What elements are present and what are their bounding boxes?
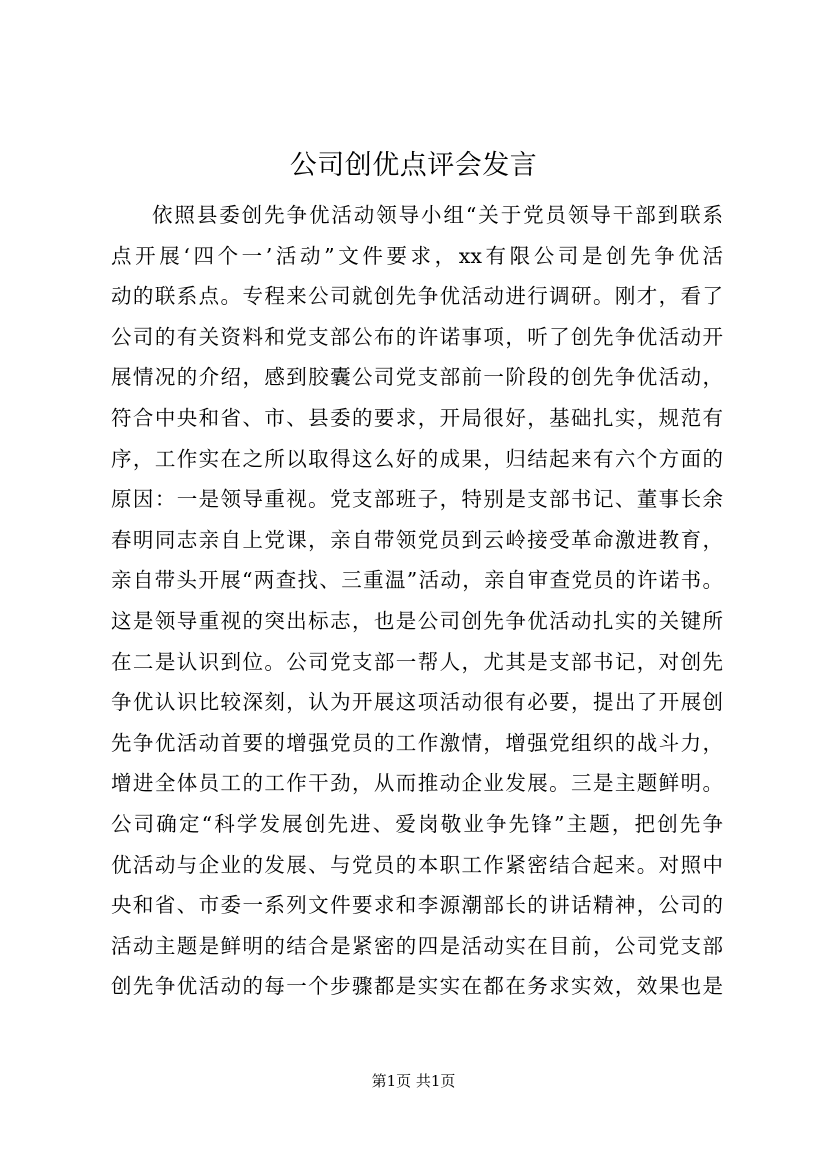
- body-line: 符合中央和省、市、县委的要求，开局很好，基础扎实，规范有: [111, 405, 723, 430]
- body-line: 先争优活动首要的增强党员的工作激情，增强党组织的战斗力，: [111, 730, 723, 755]
- document-title: 公司创优点评会发言: [289, 150, 538, 181]
- body-line: 央和省、市委一系列文件要求和李源潮部长的讲话精神，公司的: [111, 893, 723, 918]
- body-line: 优活动与企业的发展、与党员的本职工作紧密结合起来。对照中: [111, 852, 723, 877]
- body-line: 增进全体员工的工作干劲，从而推动企业发展。三是主题鲜明。: [111, 771, 723, 796]
- body-line: 原因：一是领导重视。党支部班子，特别是支部书记、董事长余: [111, 487, 723, 512]
- body-line: 点开展‘四个一’活动”文件要求，xx有限公司是创先争优活: [111, 243, 723, 268]
- body-line: 活动主题是鲜明的结合是紧密的四是活动实在目前，公司党支部: [111, 933, 723, 958]
- document-body: [111, 195, 723, 1007]
- body-line: 动的联系点。专程来公司就创先争优活动进行调研。刚才，看了: [111, 284, 723, 309]
- body-line: 公司确定“科学发展创先进、爱岗敬业争先锋”主题，把创先争: [111, 811, 723, 836]
- page-number-footer: 第1页 共1页: [371, 1072, 456, 1090]
- body-line: 争优认识比较深刻，认为开展这项活动很有必要，提出了开展创: [111, 690, 723, 715]
- body-line: 展情况的介绍，感到胶囊公司党支部前一阶段的创先争优活动，: [111, 365, 723, 390]
- body-line: 公司的有关资料和党支部公布的许诺事项，听了创先争优活动开: [111, 324, 723, 349]
- body-line: 亲自带头开展“两查找、三重温”活动，亲自审查党员的许诺书。: [111, 568, 723, 593]
- body-line: 序，工作实在之所以取得这么好的成果，归结起来有六个方面的: [111, 446, 723, 471]
- body-line: 在二是认识到位。公司党支部一帮人，尤其是支部书记，对创先: [111, 649, 723, 674]
- body-line: 春明同志亲自上党课，亲自带领党员到云岭接受革命激进教育，: [111, 527, 723, 552]
- body-line: 依照县委创先争优活动领导小组“关于党员领导干部到联系: [152, 203, 723, 227]
- body-line: 创先争优活动的每一个步骤都是实实在都在务求实效，效果也是: [111, 974, 723, 999]
- body-line: 这是领导重视的突出标志，也是公司创先争优活动扎实的关键所: [111, 608, 723, 633]
